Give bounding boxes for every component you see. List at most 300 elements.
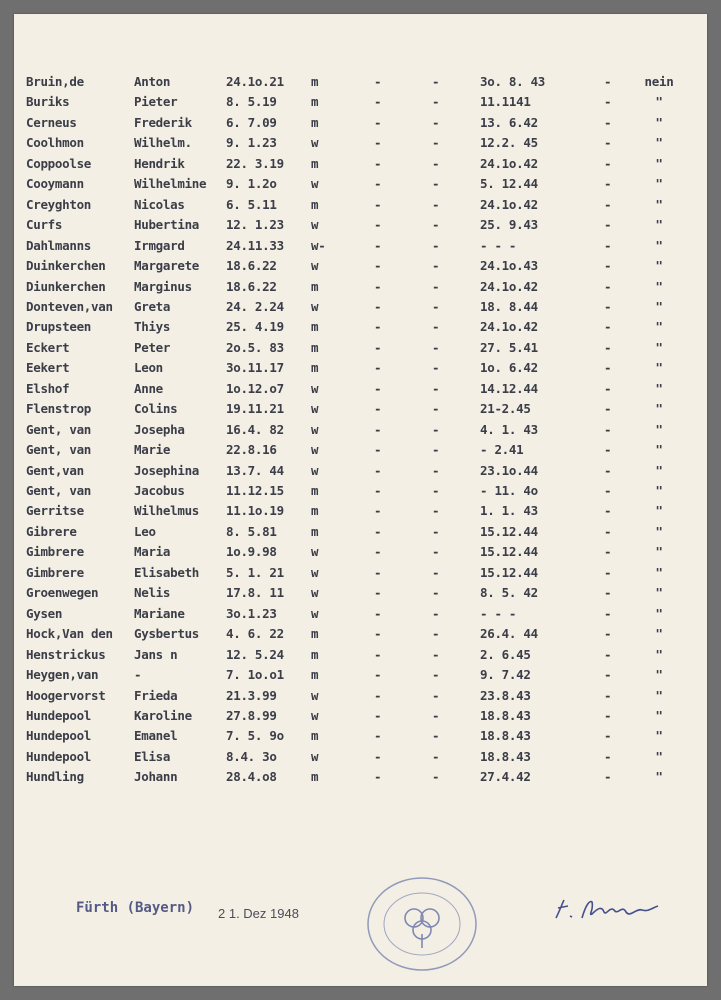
cell-surname: Curfs [26,217,63,233]
cell-d1: - [374,319,382,335]
cell-d1: - [374,748,382,764]
cell-surname: Diunkerchen [26,278,106,294]
cell-date: 24.1o.42 [480,155,538,171]
cell-date: 18.8.43 [480,707,531,723]
cell-flag: " [655,483,663,498]
cell-d1: - [374,217,382,233]
cell-date: 27.4.42 [480,769,531,785]
cell-sex: m [311,339,319,355]
cell-flag: " [655,687,663,703]
cell-surname: Hundepool [26,728,92,744]
cell-flag: " [655,523,663,539]
cell-date: 18.8.43 [480,748,531,764]
cell-birth: 12. 5.24 [226,646,284,662]
cell-date: 12.2. 45 [480,135,538,151]
cell-d1: - [374,278,382,294]
cell-d1: - [374,360,382,376]
cell-d3: - [604,114,612,130]
cell-sex: w [311,217,319,233]
cell-d1: - [374,155,382,171]
cell-d2: - [432,544,440,560]
cell-d2: - [432,707,440,723]
cell-given: Greta [134,298,171,314]
cell-surname: Gysen [26,605,63,621]
cell-d3: - [604,155,612,171]
cell-d1: - [374,237,382,253]
cell-birth: 6. 5.11 [226,196,277,212]
cell-birth: 1o.12.o7 [226,380,284,396]
cell-d3: - [604,748,612,764]
cell-d1: - [374,503,382,519]
cell-date: 13. 6.42 [480,114,538,130]
cell-d2: - [432,278,440,294]
cell-surname: Flenstrop [26,401,92,417]
cell-sex: w [311,442,319,458]
cell-given: Johann [134,769,178,785]
cell-d3: - [604,523,612,539]
cell-date: 24.1o.43 [480,258,538,274]
cell-flag: " [655,298,663,314]
cell-surname: Duinkerchen [26,258,106,274]
cell-d3: - [604,339,612,355]
cell-surname: Buriks [26,94,70,110]
cell-flag: " [655,748,663,764]
cell-surname: Gent,van [26,462,84,478]
cell-flag: " [655,155,663,171]
cell-birth: 16.4. 82 [226,421,284,437]
cell-flag: " [655,278,663,294]
cell-given: Irmgard [134,237,185,253]
cell-surname: Donteven,van [26,298,113,314]
cell-date: 23.1o.44 [480,462,538,478]
cell-flag: " [655,646,663,662]
cell-d2: - [432,360,440,376]
cell-d2: - [432,748,440,764]
cell-date: - - - [480,237,517,253]
cell-d2: - [432,769,440,785]
cell-given: Nicolas [134,196,185,212]
cell-given: Emanel [134,728,178,744]
cell-flag: " [655,401,663,417]
cell-birth: 22. 3.19 [226,155,284,171]
cell-sex: w [311,585,319,601]
cell-date: 15.12.44 [480,544,538,560]
cell-birth: 2o.5. 83 [226,339,284,355]
cell-sex: w [311,544,319,560]
cell-d1: - [374,94,382,110]
cell-d1: - [374,585,382,601]
cell-date: 26.4. 44 [480,626,538,642]
cell-given: Nelis [134,585,171,601]
cell-sex: m [311,114,319,130]
cell-date: 14.12.44 [480,380,538,396]
cell-d2: - [432,94,440,110]
cell-d2: - [432,339,440,355]
cell-d1: - [374,442,382,458]
cell-sex: m [311,523,319,539]
cell-d3: - [604,298,612,314]
cell-d1: - [374,687,382,703]
cell-given: Jans n [134,646,178,662]
cell-flag: " [655,564,663,580]
cell-d2: - [432,523,440,539]
cell-sex: w- [311,237,326,253]
cell-d2: - [432,114,440,130]
cell-sex: w [311,298,319,314]
cell-d3: - [604,278,612,294]
cell-birth: 4. 6. 22 [226,626,284,642]
cell-flag: " [655,626,663,642]
cell-given: Josepha [134,421,185,437]
cell-given: Jacobus [134,483,185,498]
cell-surname: Groenwegen [26,585,99,601]
cell-date: 3o. 8. 43 [480,74,546,89]
cell-d1: - [374,196,382,212]
cell-sex: m [311,626,319,642]
cell-date: 15.12.44 [480,564,538,580]
cell-sex: m [311,360,319,376]
cell-d3: - [604,564,612,580]
cell-given: Anne [134,380,163,396]
cell-date: 2. 6.45 [480,646,531,662]
cell-d2: - [432,380,440,396]
cell-d3: - [604,176,612,192]
cell-flag: " [655,605,663,621]
cell-surname: Cerneus [26,114,77,130]
cell-d1: - [374,544,382,560]
cell-birth: 9. 1.2o [226,176,277,192]
cell-sex: m [311,769,319,785]
cell-birth: 22.8.16 [226,442,277,458]
cell-d2: - [432,258,440,274]
cell-d1: - [374,380,382,396]
cell-given: Karoline [134,707,192,723]
cell-surname: Hoogervorst [26,687,106,703]
cell-surname: Gent, van [26,421,92,437]
cell-d1: - [374,728,382,744]
cell-birth: 18.6.22 [226,278,277,294]
cell-birth: 8. 5.19 [226,94,277,110]
cell-d3: - [604,401,612,417]
cell-d2: - [432,237,440,253]
cell-birth: 27.8.99 [226,707,277,723]
cell-given: Peter [134,339,171,355]
cell-sex: m [311,196,319,212]
cell-given: Hendrik [134,155,185,171]
cell-given: Frederik [134,114,192,130]
cell-flag: " [655,442,663,458]
cell-d2: - [432,462,440,478]
cell-sex: w [311,605,319,621]
cell-given: Mariane [134,605,185,621]
cell-date: - 11. 4o [480,483,538,498]
cell-flag: " [655,360,663,376]
cell-d1: - [374,401,382,417]
cell-sex: w [311,748,319,764]
cell-given: - [134,667,142,683]
cell-d3: - [604,421,612,437]
cell-d2: - [432,298,440,314]
cell-date: 4. 1. 43 [480,421,538,437]
cell-d1: - [374,667,382,683]
cell-d1: - [374,421,382,437]
cell-date: 24.1o.42 [480,319,538,335]
cell-sex: w [311,176,319,192]
cell-birth: 6. 7.09 [226,114,277,130]
cell-d3: - [604,237,612,253]
cell-flag: " [655,196,663,212]
cell-given: Leo [134,523,156,539]
cell-sex: m [311,728,319,744]
cell-birth: 25. 4.19 [226,319,284,335]
cell-date: 5. 12.44 [480,176,538,192]
cell-given: Elisabeth [134,564,200,580]
cell-d1: - [374,605,382,621]
cell-sex: w [311,707,319,723]
cell-d1: - [374,462,382,478]
cell-birth: 24.1o.21 [226,74,284,89]
cell-surname: Cooymann [26,176,84,192]
cell-surname: Eekert [26,360,70,376]
cell-d3: - [604,196,612,212]
cell-d1: - [374,339,382,355]
cell-flag: " [655,114,663,130]
cell-sex: w [311,687,319,703]
cell-d2: - [432,155,440,171]
cell-given: Margarete [134,258,200,274]
cell-flag: " [655,380,663,396]
cell-sex: w [311,401,319,417]
cell-d3: - [604,94,612,110]
cell-birth: 18.6.22 [226,258,277,274]
cell-sex: w [311,135,319,151]
cell-flag: " [655,237,663,253]
cell-surname: Gibrere [26,523,77,539]
cell-d2: - [432,176,440,192]
cell-d2: - [432,687,440,703]
cell-sex: m [311,155,319,171]
cell-date: - 2.41 [480,442,524,458]
cell-surname: Coppoolse [26,155,92,171]
cell-d3: - [604,728,612,744]
cell-flag: " [655,462,663,478]
cell-date: 24.1o.42 [480,196,538,212]
cell-birth: 19.11.21 [226,401,284,417]
cell-birth: 8. 5.81 [226,523,277,539]
cell-given: Maria [134,544,171,560]
cell-given: Hubertina [134,217,200,233]
cell-flag: " [655,421,663,437]
cell-given: Wilhelmine [134,176,207,192]
cell-sex: w [311,462,319,478]
cell-flag: " [655,503,663,519]
cell-d2: - [432,442,440,458]
cell-d1: - [374,483,382,498]
cell-given: Anton [134,74,171,89]
cell-given: Josephina [134,462,200,478]
cell-birth: 1o.9.98 [226,544,277,560]
signature [552,890,662,930]
cell-d1: - [374,564,382,580]
cell-given: Frieda [134,687,178,703]
cell-surname: Gerritse [26,503,84,519]
cell-sex: m [311,503,319,519]
cell-d3: - [604,769,612,785]
official-stamp [364,874,480,974]
footer-date-stamp: 2 1. Dez 1948 [218,906,299,921]
cell-d2: - [432,196,440,212]
cell-surname: Hundling [26,769,84,785]
cell-d3: - [604,585,612,601]
cell-date: 11.1141 [480,94,531,110]
cell-birth: 9. 1.23 [226,135,277,151]
cell-sex: m [311,483,319,498]
cell-birth: 5. 1. 21 [226,564,284,580]
cell-d3: - [604,217,612,233]
cell-birth: 12. 1.23 [226,217,284,233]
cell-date: 27. 5.41 [480,339,538,355]
cell-flag: nein [644,74,674,89]
cell-d2: - [432,483,440,498]
cell-sex: m [311,94,319,110]
cell-date: 24.1o.42 [480,278,538,294]
cell-sex: m [311,278,319,294]
cell-flag: " [655,728,663,744]
cell-birth: 11.12.15 [226,483,284,498]
cell-flag: " [655,769,663,785]
cell-sex: w [311,380,319,396]
cell-d2: - [432,605,440,621]
cell-d3: - [604,687,612,703]
cell-d3: - [604,462,612,478]
cell-surname: Heygen,van [26,667,99,683]
cell-surname: Hock,Van den [26,626,113,642]
cell-date: - - - [480,605,517,621]
cell-d3: - [604,667,612,683]
cell-date: 23.8.43 [480,687,531,703]
cell-date: 21-2.45 [480,401,531,417]
cell-d3: - [604,360,612,376]
cell-given: Colins [134,401,178,417]
cell-d2: - [432,421,440,437]
cell-sex: m [311,646,319,662]
cell-surname: Bruin,de [26,74,84,89]
cell-d1: - [374,298,382,314]
cell-birth: 8.4. 3o [226,748,277,764]
cell-d3: - [604,483,612,498]
cell-flag: " [655,319,663,335]
cell-flag: " [655,258,663,274]
cell-sex: m [311,319,319,335]
cell-d2: - [432,626,440,642]
cell-given: Thiys [134,319,171,335]
cell-sex: w [311,421,319,437]
cell-surname: Dahlmanns [26,237,92,253]
cell-surname: Gimbrere [26,564,84,580]
cell-surname: Elshof [26,380,70,396]
cell-d3: - [604,74,612,89]
cell-d3: - [604,646,612,662]
cell-d1: - [374,258,382,274]
cell-d2: - [432,667,440,683]
cell-flag: " [655,585,663,601]
cell-d2: - [432,319,440,335]
cell-date: 18.8.43 [480,728,531,744]
cell-d1: - [374,707,382,723]
cell-d3: - [604,707,612,723]
cell-d2: - [432,728,440,744]
cell-flag: " [655,176,663,192]
cell-d3: - [604,605,612,621]
cell-given: Leon [134,360,163,376]
cell-sex: w [311,258,319,274]
cell-birth: 3o.11.17 [226,360,284,376]
cell-d1: - [374,135,382,151]
cell-flag: " [655,135,663,151]
cell-birth: 24.11.33 [226,237,284,253]
cell-date: 15.12.44 [480,523,538,539]
cell-surname: Hundepool [26,748,92,764]
cell-date: 1o. 6.42 [480,360,538,376]
cell-d3: - [604,380,612,396]
cell-d3: - [604,503,612,519]
cell-d1: - [374,646,382,662]
cell-birth: 28.4.o8 [226,769,277,785]
cell-sex: m [311,667,319,683]
cell-d2: - [432,503,440,519]
cell-d2: - [432,217,440,233]
cell-surname: Gent, van [26,442,92,458]
cell-d2: - [432,401,440,417]
cell-sex: m [311,74,319,89]
cell-surname: Creyghton [26,196,92,212]
cell-flag: " [655,707,663,723]
cell-surname: Henstrickus [26,646,106,662]
cell-date: 9. 7.42 [480,667,531,683]
cell-d3: - [604,544,612,560]
cell-flag: " [655,339,663,355]
cell-d1: - [374,74,382,89]
cell-birth: 17.8. 11 [226,585,284,601]
cell-given: Wilhelm. [134,135,192,151]
cell-surname: Gent, van [26,483,92,498]
cell-surname: Coolhmon [26,135,84,151]
cell-birth: 13.7. 44 [226,462,284,478]
cell-birth: 7. 1o.o1 [226,667,284,683]
footer-place: Fürth (Bayern) [76,900,195,916]
cell-birth: 3o.1.23 [226,605,277,621]
cell-date: 1. 1. 43 [480,503,538,519]
cell-surname: Eckert [26,339,70,355]
cell-d2: - [432,646,440,662]
cell-flag: " [655,544,663,560]
cell-d3: - [604,135,612,151]
cell-d2: - [432,74,440,89]
cell-flag: " [655,94,663,110]
cell-birth: 24. 2.24 [226,298,284,314]
cell-given: Wilhelmus [134,503,200,519]
cell-d3: - [604,258,612,274]
cell-d1: - [374,114,382,130]
cell-surname: Drupsteen [26,319,92,335]
cell-date: 8. 5. 42 [480,585,538,601]
cell-given: Marginus [134,278,192,294]
cell-d2: - [432,585,440,601]
cell-d1: - [374,176,382,192]
cell-d2: - [432,135,440,151]
cell-d3: - [604,442,612,458]
cell-given: Gysbertus [134,626,200,642]
